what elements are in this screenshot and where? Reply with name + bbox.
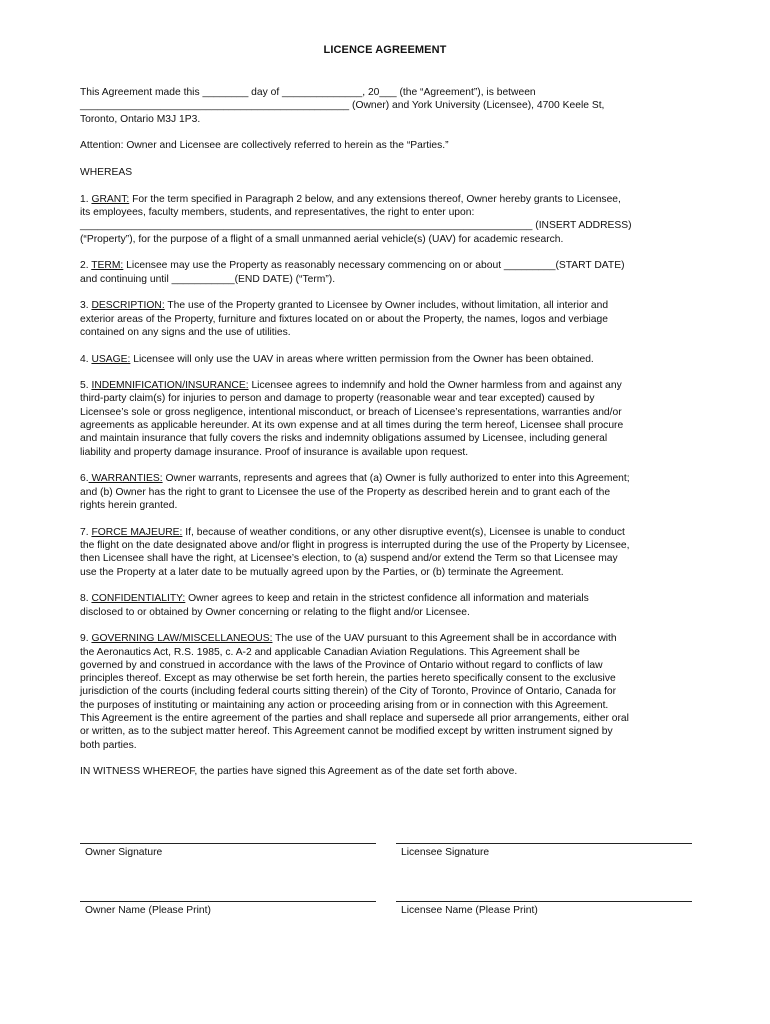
section-text: both parties. <box>80 739 137 751</box>
section-heading: DESCRIPTION: <box>91 300 165 312</box>
section-text: Licensee may use the Property as reasonably necessary commencing on or about _________(START DATE) <box>123 260 625 272</box>
section-governing-law <box>80 632 694 752</box>
section-text: contained on any signs and the use of utilities. <box>80 326 291 338</box>
licensee-signature-block <box>396 843 692 858</box>
licensee-name-block <box>396 901 692 916</box>
intro-line: _______________________________________________ (Owner) and York University (Licensee), 4700 Keele St, <box>80 100 605 112</box>
intro-paragraph <box>80 86 694 126</box>
section-heading: INDEMNIFICATION/INSURANCE: <box>91 380 249 392</box>
section-text: or written, as to the subject matter hereof. This Agreement cannot be modified except by written instrument signed by <box>80 726 613 738</box>
section-text: This Agreement is the entire agreement of the parties and shall replace and supersede all prior arrangements, either oral <box>80 712 629 724</box>
section-description <box>80 299 694 339</box>
intro-line: Toronto, Ontario M3J 1P3. <box>80 113 201 125</box>
owner-signature-block <box>80 843 376 858</box>
section-number: 5. <box>80 380 92 392</box>
section-text: governed by and construed in accordance with the laws of the Province of Ontario without regard to conflicts of law <box>80 659 603 671</box>
owner-name-block <box>80 901 376 916</box>
section-number: 8. <box>80 593 92 605</box>
section-text: principles thereof. Except as may otherwise be set forth herein, the parties hereto specifically consent to the exclusive <box>80 673 616 685</box>
section-number: 6. <box>80 473 89 485</box>
owner-signature-label: Owner Signature <box>85 847 163 858</box>
section-heading: WARRANTIES: <box>88 473 163 485</box>
section-text: agreements as applicable hereunder. At its own expense and at all times during the term hereof, Licensee shall procure <box>80 420 624 432</box>
section-text: If, because of weather conditions, or any other disruptive event(s), Licensee is unable to conduct <box>182 526 625 538</box>
section-text: exterior areas of the Property, furniture and fixtures located on or about the Property, the names, logos and verbiage <box>80 313 608 325</box>
section-grant <box>80 193 694 246</box>
section-text: For the term specified in Paragraph 2 below, and any extensions thereof, Owner hereby grants to Licensee, <box>129 193 621 205</box>
section-text: its employees, faculty members, students, and representatives, the right to enter upon: <box>80 206 475 218</box>
section-text: Licensee will only use the UAV in areas where written permission from the Owner has been obtained. <box>130 353 594 365</box>
section-usage <box>80 353 694 366</box>
section-text: Licensee agrees to indemnify and hold the Owner harmless from and against any <box>248 380 622 392</box>
section-indemnification <box>80 379 694 459</box>
section-heading: GRANT: <box>91 193 130 205</box>
intro-line: This Agreement made this ________ day of ______________, 20___ (the “Agreement”), is between <box>80 87 536 98</box>
section-heading: TERM: <box>91 260 124 272</box>
licensee-name-label: Licensee Name (Please Print) <box>401 905 538 916</box>
document-body <box>80 86 694 792</box>
licensee-signature-line[interactable] <box>396 843 692 844</box>
section-text: the Aeronautics Act, R.S. 1985, c. A-2 and applicable Canadian Aviation Regulations. This Agreement shall be <box>80 646 580 658</box>
owner-name-line[interactable] <box>80 901 376 902</box>
section-heading: USAGE: <box>91 353 131 365</box>
section-text: and maintain insurance that fully covers the risks and indemnity obligations assumed by Licensee, including general <box>80 433 608 445</box>
section-confidentiality <box>80 592 694 619</box>
whereas-heading: WHEREAS <box>80 166 133 178</box>
section-text: third-party claim(s) for injuries to person and damage to property (reasonable wear and tear excepted) caused by <box>80 393 595 405</box>
section-heading: GOVERNING LAW/MISCELLANEOUS: <box>91 633 273 645</box>
section-number: 4. <box>80 353 92 365</box>
section-text: the purposes of instituting or maintaining any action or proceeding arising from or in connection with this Agreement. <box>80 699 609 711</box>
address-blank-line: _______________________________________________________________________________ (INSERT ADDRESS) <box>80 220 632 232</box>
section-text: jurisdiction of the courts (including federal courts sitting therein) of the City of Toronto, Province of Ontario, Canada for <box>80 686 617 698</box>
section-text: liability and property damage insurance. Proof of insurance is available upon request. <box>80 446 469 458</box>
section-heading: CONFIDENTIALITY: <box>91 593 186 605</box>
owner-signature-line[interactable] <box>80 843 376 844</box>
section-number: 3. <box>80 300 92 312</box>
attention-paragraph: Attention: Owner and Licensee are collectively referred to herein as the “Parties.” <box>80 140 449 152</box>
document-title: LICENCE AGREEMENT <box>323 44 447 56</box>
owner-name-label: Owner Name (Please Print) <box>85 905 211 916</box>
section-force-majeure <box>80 526 694 579</box>
section-number: 9. <box>80 633 92 645</box>
licensee-signature-label: Licensee Signature <box>401 847 490 858</box>
section-text: The use of the Property granted to Licensee by Owner includes, without limitation, all interior and <box>164 300 609 312</box>
section-text: Licensee’s sole or gross negligence, intentional misconduct, or breach of Licensee’s representations, warranties and/or <box>80 406 622 418</box>
witness-paragraph: IN WITNESS WHEREOF, the parties have signed this Agreement as of the date set forth above. <box>80 766 518 778</box>
section-text: Owner warrants, represents and agrees that (a) Owner is fully authorized to enter into this Agreement; <box>162 473 630 485</box>
section-text: and (b) Owner has the right to grant to Licensee the use of the Property as described herein and to grant each of the <box>80 486 611 498</box>
section-text: and continuing until ___________(END DATE) (“Term”). <box>80 273 336 285</box>
section-text: use the Property at a later date to be mutually agreed upon by the Parties, or (b) terminate the Agreement. <box>80 566 564 578</box>
section-text: then Licensee shall have the right, at Licensee’s election, to (a) suspend and/or extend the Term so that Licensee may <box>80 553 618 565</box>
section-text: the flight on the date designated above and/or flight in progress is interrupted during the use of the Property by Licensee, <box>80 539 630 551</box>
section-number: 1. <box>80 193 92 205</box>
section-number: 2. <box>80 260 92 272</box>
section-text: The use of the UAV pursuant to this Agreement shall be in accordance with <box>272 633 617 645</box>
section-heading: FORCE MAJEURE: <box>91 526 183 538</box>
section-text: rights herein granted. <box>80 499 178 511</box>
section-text: Owner agrees to keep and retain in the strictest confidence all information and materials <box>185 593 589 605</box>
section-warranties <box>80 472 694 512</box>
section-text: disclosed to or obtained by Owner concerning or relating to the flight and/or Licensee. <box>80 606 470 618</box>
section-term <box>80 259 694 286</box>
section-number: 7. <box>80 526 92 538</box>
licensee-name-line[interactable] <box>396 901 692 902</box>
section-text: (“Property”), for the purpose of a flight of a small unmanned aerial vehicle(s) (UAV) for academic research. <box>80 233 564 245</box>
